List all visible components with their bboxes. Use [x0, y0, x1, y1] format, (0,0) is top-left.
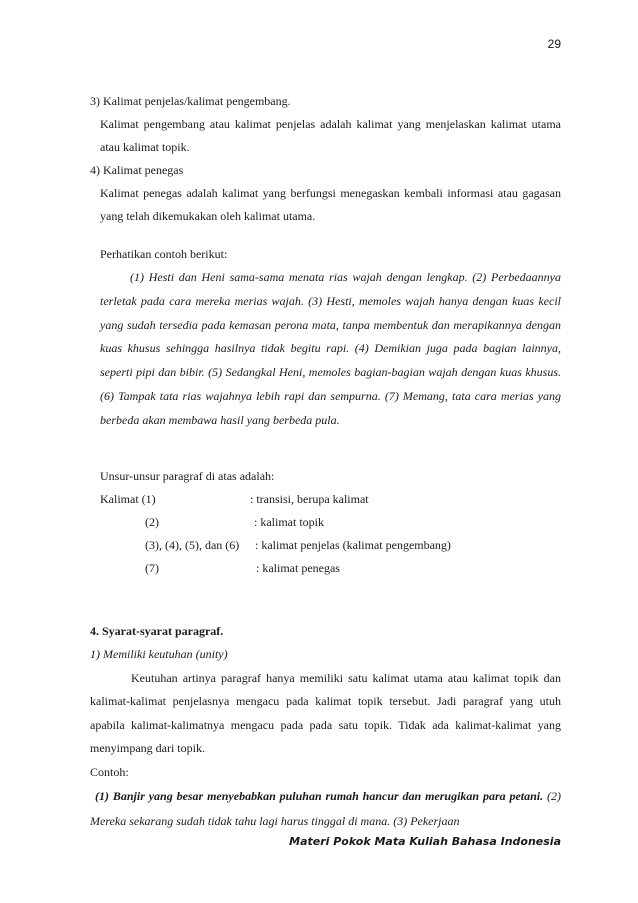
contoh-rest: (2) Mereka sekarang sudah tidak tahu lagi harus tinggal di mana. (3) Pekerjaan: [90, 789, 561, 828]
element-label: (3), (4), (5), dan (6): [145, 538, 240, 552]
page-number: 29: [547, 37, 561, 51]
item-4-text: Kalimat penegas adalah kalimat yang berfungsi menegaskan kembali informasi atau gagasan yang telah dikemukakan oleh kalimat utama.: [100, 186, 561, 223]
element-label: Kalimat (1): [100, 492, 156, 506]
section-4-heading: 4. Syarat-syarat paragraf.: [90, 624, 224, 638]
element-value: : transisi, berupa kalimat: [250, 492, 369, 506]
element-value: : kalimat topik: [254, 515, 324, 529]
example-intro: Perhatikan contoh berikut:: [100, 247, 228, 261]
elements-intro: Unsur-unsur paragraf di atas adalah:: [100, 469, 275, 483]
element-row: [100, 557, 561, 580]
element-value: : kalimat penegas: [256, 561, 340, 575]
sub-1-text: Keutuhan artinya paragraf hanya memiliki satu kalimat utama atau kalimat topik dan kalimat-kalimat penjelasnya mengacu pada kalimat topik tersebut. Jadi paragraf yang utuh apabila kalimat-kalimatnya mengacu pada pada satu topik. Tidak ada kalimat-kalimat yang menyimpang dari topik.: [90, 670, 561, 755]
item-3-title: 3) Kalimat penjelas/kalimat pengembang.: [90, 94, 291, 108]
element-label: (7): [145, 561, 159, 575]
element-row: [100, 534, 561, 557]
contoh-paragraph: [90, 784, 561, 834]
item-4-title: 4) Kalimat penegas: [90, 163, 184, 177]
element-label: (2): [145, 515, 159, 529]
contoh-bold-sentence: (1) Banjir yang besar menyebabkan puluhan rumah hancur dan merugikan para petani.: [95, 789, 544, 803]
section-4-content: [90, 643, 561, 834]
contoh-label: Contoh:: [90, 764, 129, 779]
example-paragraph: (1) Hesti dan Heni sama-sama menata rias wajah dengan lengkap. (2) Perbedaannya terletak pada cara mereka merias wajah. (3) Hesti, memoles wajah hanya dengan kuas kecil yang sudah tersedia pada kemasan perona mata, tanpa membentuk dan merapikannya dengan kuas khusus sehingga hasilnya tidak begitu rapi. (4) Demikian juga pada bagian lainnya, seperti pipi dan bibir. (5) Sedangkal Heni, memoles bagian-bagian wajah dengan kuas khusus. (6) Tampak tata rias wajahnya lebih rapi dan sempurna. (7) Memang, tata cara merias yang berbeda akan membawa hasil yang berbeda pula.: [100, 270, 561, 427]
item-3-text: Kalimat pengembang atau kalimat penjelas adalah kalimat yang menjelaskan kalimat utama atau kalimat topik.: [100, 117, 561, 154]
element-row: [100, 511, 561, 534]
element-value: : kalimat penjelas (kalimat pengembang): [255, 538, 451, 552]
sub-1-title: 1) Memiliki keutuhan (unity): [90, 647, 228, 661]
element-row: [100, 488, 561, 511]
footer-course-title: Materi Pokok Mata Kuliah Bahasa Indonesia: [289, 835, 561, 848]
paragraph-elements: [100, 465, 561, 580]
section-3-content: [90, 90, 561, 228]
